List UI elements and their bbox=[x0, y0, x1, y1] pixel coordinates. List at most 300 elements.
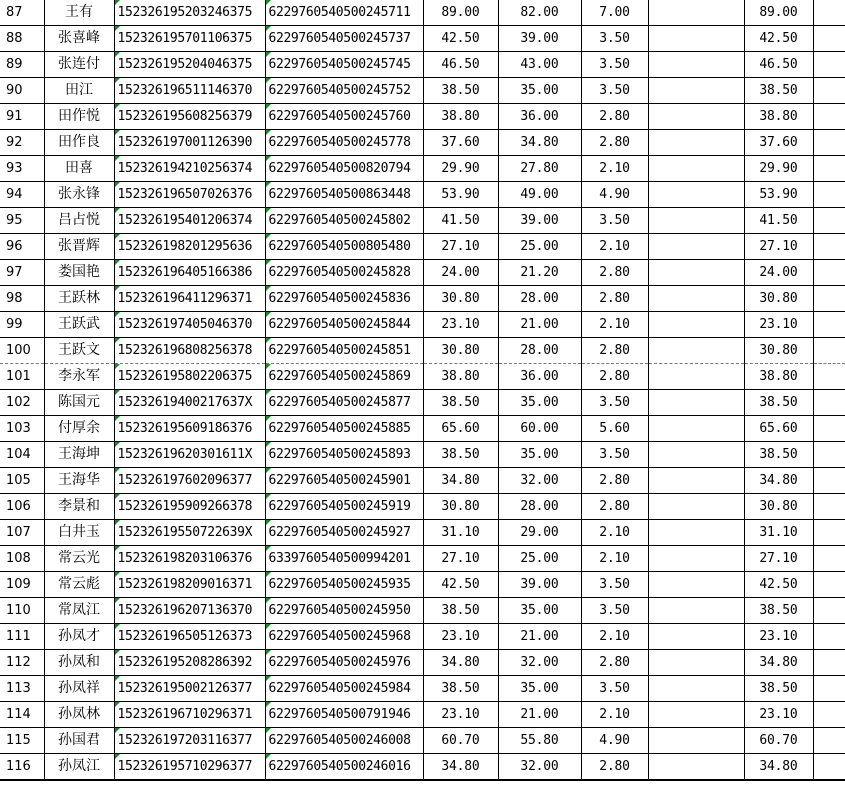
blank-cell[interactable] bbox=[813, 234, 845, 260]
amount-extra-cell[interactable]: 2.80 bbox=[581, 338, 648, 364]
blank-cell[interactable] bbox=[813, 182, 845, 208]
id-number-cell[interactable]: 152326197001126390 bbox=[114, 130, 265, 156]
id-number-cell[interactable]: 152326195204046375 bbox=[114, 52, 265, 78]
account-number-cell[interactable]: 6229760540500245984 bbox=[265, 676, 423, 702]
name-cell[interactable]: 陈国元 bbox=[44, 390, 114, 416]
row-number-cell[interactable]: 107 bbox=[0, 520, 44, 546]
row-number-cell[interactable]: 116 bbox=[0, 754, 44, 780]
name-cell[interactable]: 张连付 bbox=[44, 52, 114, 78]
amount-base-cell[interactable]: 21.00 bbox=[498, 312, 581, 338]
amount-paid-cell[interactable]: 34.80 bbox=[744, 468, 813, 494]
amount-paid-cell[interactable]: 41.50 bbox=[744, 208, 813, 234]
amount-paid-cell[interactable]: 31.10 bbox=[744, 520, 813, 546]
row-number-cell[interactable]: 91 bbox=[0, 104, 44, 130]
id-number-cell[interactable]: 152326196411296371 bbox=[114, 286, 265, 312]
amount-base-cell[interactable]: 36.00 bbox=[498, 364, 581, 390]
amount-extra-cell[interactable]: 2.80 bbox=[581, 286, 648, 312]
id-number-cell[interactable]: 152326197405046370 bbox=[114, 312, 265, 338]
amount-base-cell[interactable]: 25.00 bbox=[498, 546, 581, 572]
id-number-cell[interactable]: 152326195802206375 bbox=[114, 364, 265, 390]
empty-cell[interactable] bbox=[648, 26, 744, 52]
amount-base-cell[interactable]: 32.00 bbox=[498, 468, 581, 494]
amount-paid-cell[interactable]: 46.50 bbox=[744, 52, 813, 78]
name-cell[interactable]: 王有 bbox=[44, 0, 114, 26]
amount-extra-cell[interactable]: 5.60 bbox=[581, 416, 648, 442]
amount-total-cell[interactable]: 38.80 bbox=[423, 104, 498, 130]
empty-cell[interactable] bbox=[648, 338, 744, 364]
amount-total-cell[interactable]: 30.80 bbox=[423, 286, 498, 312]
row-number-cell[interactable]: 95 bbox=[0, 208, 44, 234]
row-number-cell[interactable]: 96 bbox=[0, 234, 44, 260]
blank-cell[interactable] bbox=[813, 676, 845, 702]
row-number-cell[interactable]: 115 bbox=[0, 728, 44, 754]
amount-total-cell[interactable]: 42.50 bbox=[423, 26, 498, 52]
empty-cell[interactable] bbox=[648, 650, 744, 676]
amount-extra-cell[interactable]: 4.90 bbox=[581, 728, 648, 754]
amount-total-cell[interactable]: 65.60 bbox=[423, 416, 498, 442]
amount-base-cell[interactable]: 55.80 bbox=[498, 728, 581, 754]
id-number-cell[interactable]: 152326195609186376 bbox=[114, 416, 265, 442]
empty-cell[interactable] bbox=[648, 234, 744, 260]
id-number-cell[interactable]: 152326194210256374 bbox=[114, 156, 265, 182]
amount-paid-cell[interactable]: 38.80 bbox=[744, 104, 813, 130]
account-number-cell[interactable]: 6229760540500245778 bbox=[265, 130, 423, 156]
amount-total-cell[interactable]: 37.60 bbox=[423, 130, 498, 156]
amount-paid-cell[interactable]: 29.90 bbox=[744, 156, 813, 182]
blank-cell[interactable] bbox=[813, 416, 845, 442]
blank-cell[interactable] bbox=[813, 130, 845, 156]
blank-cell[interactable] bbox=[813, 364, 845, 390]
blank-cell[interactable] bbox=[813, 286, 845, 312]
empty-cell[interactable] bbox=[648, 442, 744, 468]
empty-cell[interactable] bbox=[648, 520, 744, 546]
id-number-cell[interactable]: 152326198201295636 bbox=[114, 234, 265, 260]
row-number-cell[interactable]: 93 bbox=[0, 156, 44, 182]
amount-paid-cell[interactable]: 38.50 bbox=[744, 676, 813, 702]
name-cell[interactable]: 王跃林 bbox=[44, 286, 114, 312]
amount-total-cell[interactable]: 34.80 bbox=[423, 650, 498, 676]
amount-paid-cell[interactable]: 60.70 bbox=[744, 728, 813, 754]
amount-paid-cell[interactable]: 27.10 bbox=[744, 546, 813, 572]
row-number-cell[interactable]: 98 bbox=[0, 286, 44, 312]
amount-paid-cell[interactable]: 23.10 bbox=[744, 624, 813, 650]
amount-total-cell[interactable]: 27.10 bbox=[423, 546, 498, 572]
amount-extra-cell[interactable]: 2.10 bbox=[581, 520, 648, 546]
row-number-cell[interactable]: 100 bbox=[0, 338, 44, 364]
amount-base-cell[interactable]: 29.00 bbox=[498, 520, 581, 546]
amount-total-cell[interactable]: 31.10 bbox=[423, 520, 498, 546]
amount-total-cell[interactable]: 34.80 bbox=[423, 754, 498, 780]
amount-base-cell[interactable]: 35.00 bbox=[498, 390, 581, 416]
empty-cell[interactable] bbox=[648, 78, 744, 104]
amount-paid-cell[interactable]: 27.10 bbox=[744, 234, 813, 260]
id-number-cell[interactable]: 152326195401206374 bbox=[114, 208, 265, 234]
account-number-cell[interactable]: 6229760540500245968 bbox=[265, 624, 423, 650]
empty-cell[interactable] bbox=[648, 104, 744, 130]
id-number-cell[interactable]: 152326196507026376 bbox=[114, 182, 265, 208]
name-cell[interactable]: 张永锋 bbox=[44, 182, 114, 208]
blank-cell[interactable] bbox=[813, 494, 845, 520]
empty-cell[interactable] bbox=[648, 52, 744, 78]
blank-cell[interactable] bbox=[813, 468, 845, 494]
blank-cell[interactable] bbox=[813, 208, 845, 234]
account-number-cell[interactable]: 6229760540500245760 bbox=[265, 104, 423, 130]
empty-cell[interactable] bbox=[648, 702, 744, 728]
name-cell[interactable]: 李景和 bbox=[44, 494, 114, 520]
name-cell[interactable]: 王海华 bbox=[44, 468, 114, 494]
blank-cell[interactable] bbox=[813, 442, 845, 468]
blank-cell[interactable] bbox=[813, 650, 845, 676]
amount-extra-cell[interactable]: 2.80 bbox=[581, 104, 648, 130]
id-number-cell[interactable]: 15232619400217637X bbox=[114, 390, 265, 416]
empty-cell[interactable] bbox=[648, 468, 744, 494]
id-number-cell[interactable]: 15232619620301611X bbox=[114, 442, 265, 468]
row-number-cell[interactable]: 112 bbox=[0, 650, 44, 676]
amount-extra-cell[interactable]: 3.50 bbox=[581, 26, 648, 52]
row-number-cell[interactable]: 92 bbox=[0, 130, 44, 156]
amount-total-cell[interactable]: 38.50 bbox=[423, 78, 498, 104]
blank-cell[interactable] bbox=[813, 52, 845, 78]
name-cell[interactable]: 孙国君 bbox=[44, 728, 114, 754]
account-number-cell[interactable]: 6229760540500245737 bbox=[265, 26, 423, 52]
row-number-cell[interactable]: 110 bbox=[0, 598, 44, 624]
row-number-cell[interactable]: 101 bbox=[0, 364, 44, 390]
blank-cell[interactable] bbox=[813, 598, 845, 624]
amount-total-cell[interactable]: 38.50 bbox=[423, 676, 498, 702]
row-number-cell[interactable]: 105 bbox=[0, 468, 44, 494]
name-cell[interactable]: 孙凤祥 bbox=[44, 676, 114, 702]
name-cell[interactable]: 王跃文 bbox=[44, 338, 114, 364]
amount-paid-cell[interactable]: 24.00 bbox=[744, 260, 813, 286]
amount-paid-cell[interactable]: 30.80 bbox=[744, 494, 813, 520]
amount-base-cell[interactable]: 28.00 bbox=[498, 338, 581, 364]
amount-extra-cell[interactable]: 2.10 bbox=[581, 546, 648, 572]
amount-paid-cell[interactable]: 34.80 bbox=[744, 754, 813, 780]
amount-paid-cell[interactable]: 38.50 bbox=[744, 598, 813, 624]
blank-cell[interactable] bbox=[813, 0, 845, 26]
account-number-cell[interactable]: 6229760540500245893 bbox=[265, 442, 423, 468]
amount-extra-cell[interactable]: 3.50 bbox=[581, 676, 648, 702]
empty-cell[interactable] bbox=[648, 754, 744, 780]
amount-extra-cell[interactable]: 3.50 bbox=[581, 390, 648, 416]
amount-base-cell[interactable]: 49.00 bbox=[498, 182, 581, 208]
amount-total-cell[interactable]: 23.10 bbox=[423, 624, 498, 650]
account-number-cell[interactable]: 6229760540500820794 bbox=[265, 156, 423, 182]
amount-base-cell[interactable]: 39.00 bbox=[498, 572, 581, 598]
amount-base-cell[interactable]: 60.00 bbox=[498, 416, 581, 442]
amount-total-cell[interactable]: 38.80 bbox=[423, 364, 498, 390]
id-number-cell[interactable]: 152326195203246375 bbox=[114, 0, 265, 26]
row-number-cell[interactable]: 103 bbox=[0, 416, 44, 442]
account-number-cell[interactable]: 6229760540500245828 bbox=[265, 260, 423, 286]
account-number-cell[interactable]: 6229760540500245752 bbox=[265, 78, 423, 104]
amount-extra-cell[interactable]: 3.50 bbox=[581, 598, 648, 624]
row-number-cell[interactable]: 87 bbox=[0, 0, 44, 26]
blank-cell[interactable] bbox=[813, 546, 845, 572]
amount-base-cell[interactable]: 21.00 bbox=[498, 624, 581, 650]
amount-base-cell[interactable]: 36.00 bbox=[498, 104, 581, 130]
amount-total-cell[interactable]: 27.10 bbox=[423, 234, 498, 260]
account-number-cell[interactable]: 6229760540500246016 bbox=[265, 754, 423, 780]
name-cell[interactable]: 田江 bbox=[44, 78, 114, 104]
blank-cell[interactable] bbox=[813, 156, 845, 182]
account-number-cell[interactable]: 6229760540500245877 bbox=[265, 390, 423, 416]
amount-extra-cell[interactable]: 2.10 bbox=[581, 234, 648, 260]
amount-total-cell[interactable]: 89.00 bbox=[423, 0, 498, 26]
row-number-cell[interactable]: 90 bbox=[0, 78, 44, 104]
amount-paid-cell[interactable]: 38.50 bbox=[744, 442, 813, 468]
empty-cell[interactable] bbox=[648, 130, 744, 156]
empty-cell[interactable] bbox=[648, 546, 744, 572]
id-number-cell[interactable]: 152326195701106375 bbox=[114, 26, 265, 52]
account-number-cell[interactable]: 6229760540500863448 bbox=[265, 182, 423, 208]
row-number-cell[interactable]: 94 bbox=[0, 182, 44, 208]
amount-paid-cell[interactable]: 89.00 bbox=[744, 0, 813, 26]
amount-base-cell[interactable]: 32.00 bbox=[498, 650, 581, 676]
blank-cell[interactable] bbox=[813, 702, 845, 728]
name-cell[interactable]: 王海坤 bbox=[44, 442, 114, 468]
amount-total-cell[interactable]: 34.80 bbox=[423, 468, 498, 494]
amount-extra-cell[interactable]: 3.50 bbox=[581, 442, 648, 468]
empty-cell[interactable] bbox=[648, 390, 744, 416]
id-number-cell[interactable]: 152326197602096377 bbox=[114, 468, 265, 494]
name-cell[interactable]: 田作良 bbox=[44, 130, 114, 156]
id-number-cell[interactable]: 152326198209016371 bbox=[114, 572, 265, 598]
blank-cell[interactable] bbox=[813, 260, 845, 286]
empty-cell[interactable] bbox=[648, 260, 744, 286]
id-number-cell[interactable]: 152326195608256379 bbox=[114, 104, 265, 130]
amount-extra-cell[interactable]: 2.80 bbox=[581, 754, 648, 780]
empty-cell[interactable] bbox=[648, 364, 744, 390]
name-cell[interactable]: 孙凤林 bbox=[44, 702, 114, 728]
id-number-cell[interactable]: 152326196505126373 bbox=[114, 624, 265, 650]
id-number-cell[interactable]: 152326196808256378 bbox=[114, 338, 265, 364]
account-number-cell[interactable]: 6229760540500245935 bbox=[265, 572, 423, 598]
blank-cell[interactable] bbox=[813, 624, 845, 650]
account-number-cell[interactable]: 6229760540500245711 bbox=[265, 0, 423, 26]
name-cell[interactable]: 常凤江 bbox=[44, 598, 114, 624]
empty-cell[interactable] bbox=[648, 728, 744, 754]
amount-base-cell[interactable]: 35.00 bbox=[498, 676, 581, 702]
empty-cell[interactable] bbox=[648, 286, 744, 312]
amount-extra-cell[interactable]: 2.10 bbox=[581, 312, 648, 338]
amount-extra-cell[interactable]: 2.80 bbox=[581, 260, 648, 286]
amount-extra-cell[interactable]: 3.50 bbox=[581, 52, 648, 78]
id-number-cell[interactable]: 15232619550722639X bbox=[114, 520, 265, 546]
name-cell[interactable]: 吕占悦 bbox=[44, 208, 114, 234]
row-number-cell[interactable]: 102 bbox=[0, 390, 44, 416]
id-number-cell[interactable]: 152326196511146370 bbox=[114, 78, 265, 104]
account-number-cell[interactable]: 6339760540500994201 bbox=[265, 546, 423, 572]
amount-total-cell[interactable]: 30.80 bbox=[423, 338, 498, 364]
name-cell[interactable]: 李永军 bbox=[44, 364, 114, 390]
blank-cell[interactable] bbox=[813, 104, 845, 130]
amount-paid-cell[interactable]: 38.50 bbox=[744, 78, 813, 104]
empty-cell[interactable] bbox=[648, 624, 744, 650]
account-number-cell[interactable]: 6229760540500805480 bbox=[265, 234, 423, 260]
amount-paid-cell[interactable]: 30.80 bbox=[744, 286, 813, 312]
account-number-cell[interactable]: 6229760540500245869 bbox=[265, 364, 423, 390]
row-number-cell[interactable]: 97 bbox=[0, 260, 44, 286]
amount-base-cell[interactable]: 27.80 bbox=[498, 156, 581, 182]
amount-base-cell[interactable]: 28.00 bbox=[498, 286, 581, 312]
name-cell[interactable]: 张晋辉 bbox=[44, 234, 114, 260]
amount-paid-cell[interactable]: 53.90 bbox=[744, 182, 813, 208]
amount-base-cell[interactable]: 25.00 bbox=[498, 234, 581, 260]
row-number-cell[interactable]: 111 bbox=[0, 624, 44, 650]
empty-cell[interactable] bbox=[648, 416, 744, 442]
amount-base-cell[interactable]: 35.00 bbox=[498, 78, 581, 104]
id-number-cell[interactable]: 152326195909266378 bbox=[114, 494, 265, 520]
amount-base-cell[interactable]: 43.00 bbox=[498, 52, 581, 78]
amount-paid-cell[interactable]: 37.60 bbox=[744, 130, 813, 156]
id-number-cell[interactable]: 152326196710296371 bbox=[114, 702, 265, 728]
name-cell[interactable]: 付厚余 bbox=[44, 416, 114, 442]
amount-extra-cell[interactable]: 2.80 bbox=[581, 364, 648, 390]
name-cell[interactable]: 田作悦 bbox=[44, 104, 114, 130]
amount-extra-cell[interactable]: 3.50 bbox=[581, 572, 648, 598]
amount-total-cell[interactable]: 38.50 bbox=[423, 598, 498, 624]
id-number-cell[interactable]: 152326195002126377 bbox=[114, 676, 265, 702]
amount-extra-cell[interactable]: 2.10 bbox=[581, 156, 648, 182]
account-number-cell[interactable]: 6229760540500245976 bbox=[265, 650, 423, 676]
row-number-cell[interactable]: 88 bbox=[0, 26, 44, 52]
amount-paid-cell[interactable]: 38.80 bbox=[744, 364, 813, 390]
row-number-cell[interactable]: 106 bbox=[0, 494, 44, 520]
amount-base-cell[interactable]: 32.00 bbox=[498, 754, 581, 780]
amount-total-cell[interactable]: 46.50 bbox=[423, 52, 498, 78]
amount-paid-cell[interactable]: 23.10 bbox=[744, 702, 813, 728]
empty-cell[interactable] bbox=[648, 182, 744, 208]
row-number-cell[interactable]: 108 bbox=[0, 546, 44, 572]
amount-total-cell[interactable]: 38.50 bbox=[423, 390, 498, 416]
account-number-cell[interactable]: 6229760540500245927 bbox=[265, 520, 423, 546]
account-number-cell[interactable]: 6229760540500245844 bbox=[265, 312, 423, 338]
id-number-cell[interactable]: 152326195208286392 bbox=[114, 650, 265, 676]
blank-cell[interactable] bbox=[813, 390, 845, 416]
amount-total-cell[interactable]: 23.10 bbox=[423, 312, 498, 338]
empty-cell[interactable] bbox=[648, 312, 744, 338]
account-number-cell[interactable]: 6229760540500245885 bbox=[265, 416, 423, 442]
empty-cell[interactable] bbox=[648, 0, 744, 26]
amount-paid-cell[interactable]: 65.60 bbox=[744, 416, 813, 442]
empty-cell[interactable] bbox=[648, 208, 744, 234]
amount-base-cell[interactable]: 34.80 bbox=[498, 130, 581, 156]
empty-cell[interactable] bbox=[648, 598, 744, 624]
account-number-cell[interactable]: 6229760540500791946 bbox=[265, 702, 423, 728]
empty-cell[interactable] bbox=[648, 676, 744, 702]
row-number-cell[interactable]: 109 bbox=[0, 572, 44, 598]
amount-base-cell[interactable]: 28.00 bbox=[498, 494, 581, 520]
account-number-cell[interactable]: 6229760540500245950 bbox=[265, 598, 423, 624]
account-number-cell[interactable]: 6229760540500245901 bbox=[265, 468, 423, 494]
blank-cell[interactable] bbox=[813, 754, 845, 780]
id-number-cell[interactable]: 152326197203116377 bbox=[114, 728, 265, 754]
amount-extra-cell[interactable]: 3.50 bbox=[581, 208, 648, 234]
name-cell[interactable]: 田喜 bbox=[44, 156, 114, 182]
name-cell[interactable]: 孙凤和 bbox=[44, 650, 114, 676]
amount-total-cell[interactable]: 42.50 bbox=[423, 572, 498, 598]
name-cell[interactable]: 张喜峰 bbox=[44, 26, 114, 52]
blank-cell[interactable] bbox=[813, 572, 845, 598]
empty-cell[interactable] bbox=[648, 494, 744, 520]
amount-total-cell[interactable]: 24.00 bbox=[423, 260, 498, 286]
account-number-cell[interactable]: 6229760540500245851 bbox=[265, 338, 423, 364]
amount-total-cell[interactable]: 29.90 bbox=[423, 156, 498, 182]
row-number-cell[interactable]: 104 bbox=[0, 442, 44, 468]
amount-paid-cell[interactable]: 42.50 bbox=[744, 572, 813, 598]
empty-cell[interactable] bbox=[648, 572, 744, 598]
row-number-cell[interactable]: 89 bbox=[0, 52, 44, 78]
amount-base-cell[interactable]: 21.00 bbox=[498, 702, 581, 728]
amount-extra-cell[interactable]: 2.80 bbox=[581, 130, 648, 156]
amount-extra-cell[interactable]: 2.80 bbox=[581, 468, 648, 494]
blank-cell[interactable] bbox=[813, 338, 845, 364]
name-cell[interactable]: 孙凤才 bbox=[44, 624, 114, 650]
account-number-cell[interactable]: 6229760540500245745 bbox=[265, 52, 423, 78]
row-number-cell[interactable]: 99 bbox=[0, 312, 44, 338]
name-cell[interactable]: 常云彪 bbox=[44, 572, 114, 598]
amount-base-cell[interactable]: 21.20 bbox=[498, 260, 581, 286]
amount-base-cell[interactable]: 35.00 bbox=[498, 598, 581, 624]
amount-total-cell[interactable]: 30.80 bbox=[423, 494, 498, 520]
amount-total-cell[interactable]: 41.50 bbox=[423, 208, 498, 234]
amount-extra-cell[interactable]: 2.80 bbox=[581, 494, 648, 520]
account-number-cell[interactable]: 6229760540500245802 bbox=[265, 208, 423, 234]
amount-paid-cell[interactable]: 23.10 bbox=[744, 312, 813, 338]
blank-cell[interactable] bbox=[813, 78, 845, 104]
account-number-cell[interactable]: 6229760540500245919 bbox=[265, 494, 423, 520]
amount-base-cell[interactable]: 82.00 bbox=[498, 0, 581, 26]
amount-total-cell[interactable]: 60.70 bbox=[423, 728, 498, 754]
empty-cell[interactable] bbox=[648, 156, 744, 182]
row-number-cell[interactable]: 114 bbox=[0, 702, 44, 728]
amount-extra-cell[interactable]: 2.10 bbox=[581, 624, 648, 650]
id-number-cell[interactable]: 152326195710296377 bbox=[114, 754, 265, 780]
amount-paid-cell[interactable]: 34.80 bbox=[744, 650, 813, 676]
id-number-cell[interactable]: 152326196207136370 bbox=[114, 598, 265, 624]
amount-total-cell[interactable]: 23.10 bbox=[423, 702, 498, 728]
name-cell[interactable]: 孙凤江 bbox=[44, 754, 114, 780]
amount-base-cell[interactable]: 39.00 bbox=[498, 26, 581, 52]
blank-cell[interactable] bbox=[813, 312, 845, 338]
name-cell[interactable]: 王跃武 bbox=[44, 312, 114, 338]
name-cell[interactable]: 常云光 bbox=[44, 546, 114, 572]
amount-extra-cell[interactable]: 7.00 bbox=[581, 0, 648, 26]
amount-base-cell[interactable]: 39.00 bbox=[498, 208, 581, 234]
blank-cell[interactable] bbox=[813, 520, 845, 546]
id-number-cell[interactable]: 152326196405166386 bbox=[114, 260, 265, 286]
blank-cell[interactable] bbox=[813, 26, 845, 52]
amount-extra-cell[interactable]: 2.80 bbox=[581, 650, 648, 676]
amount-total-cell[interactable]: 38.50 bbox=[423, 442, 498, 468]
row-number-cell[interactable]: 113 bbox=[0, 676, 44, 702]
amount-paid-cell[interactable]: 38.50 bbox=[744, 390, 813, 416]
amount-paid-cell[interactable]: 42.50 bbox=[744, 26, 813, 52]
name-cell[interactable]: 白井玉 bbox=[44, 520, 114, 546]
amount-total-cell[interactable]: 53.90 bbox=[423, 182, 498, 208]
amount-extra-cell[interactable]: 4.90 bbox=[581, 182, 648, 208]
blank-cell[interactable] bbox=[813, 728, 845, 754]
amount-base-cell[interactable]: 35.00 bbox=[498, 442, 581, 468]
name-cell[interactable]: 娄国艳 bbox=[44, 260, 114, 286]
id-number-cell[interactable]: 152326198203106376 bbox=[114, 546, 265, 572]
amount-extra-cell[interactable]: 2.10 bbox=[581, 702, 648, 728]
amount-extra-cell[interactable]: 3.50 bbox=[581, 78, 648, 104]
account-number-cell[interactable]: 6229760540500246008 bbox=[265, 728, 423, 754]
account-number-cell[interactable]: 6229760540500245836 bbox=[265, 286, 423, 312]
amount-paid-cell[interactable]: 30.80 bbox=[744, 338, 813, 364]
